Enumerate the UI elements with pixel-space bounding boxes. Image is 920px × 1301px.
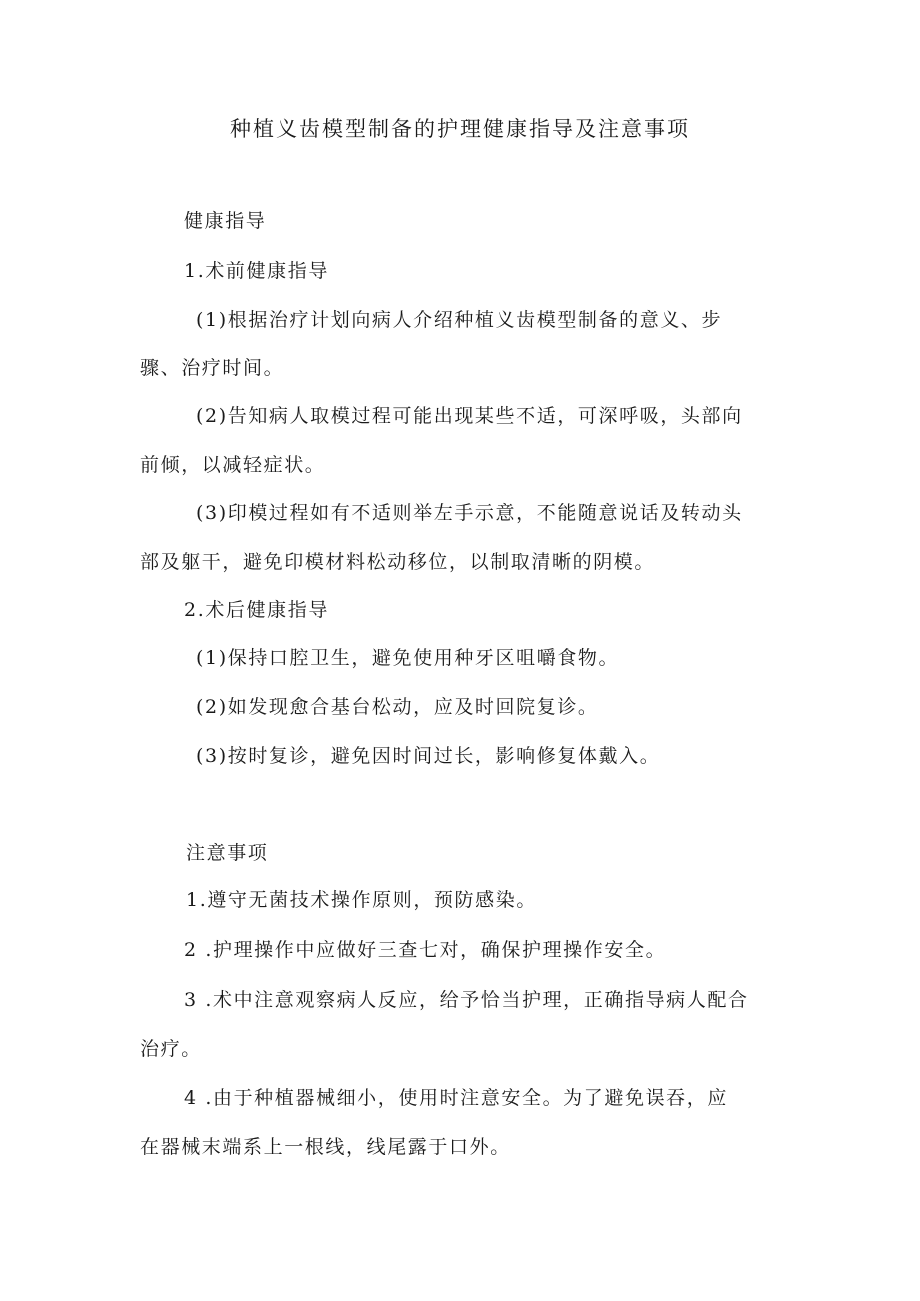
precautions-heading: 注意事项	[186, 842, 269, 864]
post-op-item-2: (2)如发现愈合基台松动，应及时回院复诊。	[196, 696, 599, 718]
pre-op-item-3-line-2: 部及躯干，避免印模材料松动移位，以制取清晰的阴模。	[140, 551, 656, 573]
pre-op-item-1-line-1: (1)根据治疗计划向病人介绍种植义齿模型制备的意义、步	[196, 309, 723, 331]
pre-op-item-2-line-1: (2)告知病人取模过程可能出现某些不适，可深呼吸，头部向	[196, 405, 743, 427]
precaution-item-4-line-2: 在器械末端系上一根线，线尾露于口外。	[140, 1136, 511, 1158]
pre-op-item-2-line-2: 前倾，以减轻症状。	[140, 454, 326, 476]
pre-op-item-1-line-2: 骤、治疗时间。	[140, 357, 285, 379]
pre-op-heading: 1.术前健康指导	[184, 260, 329, 282]
pre-op-item-3-line-1: (3)印模过程如有不适则举左手示意，不能随意说话及转动头	[196, 502, 743, 524]
health-guidance-heading: 健康指导	[184, 210, 267, 232]
precaution-item-2: 2 .护理操作中应做好三查七对，确保护理操作安全。	[184, 939, 667, 961]
precaution-item-3-line-1: 3 .术中注意观察病人反应，给予恰当护理，正确指导病人配合	[184, 989, 749, 1011]
document-title: 种植义齿模型制备的护理健康指导及注意事项	[230, 117, 690, 141]
precaution-item-1: 1.遵守无菌技术操作原则，预防感染。	[186, 889, 537, 911]
post-op-item-3: (3)按时复诊，避免因时间过长，影响修复体戴入。	[196, 745, 661, 767]
precaution-item-3-line-2: 治疗。	[140, 1038, 202, 1060]
post-op-heading: 2.术后健康指导	[184, 599, 329, 621]
post-op-item-1: (1)保持口腔卫生，避免使用种牙区咀嚼食物。	[196, 647, 620, 669]
precaution-item-4-line-1: 4 .由于种植器械细小，使用时注意安全。为了避免误吞，应	[184, 1087, 728, 1109]
